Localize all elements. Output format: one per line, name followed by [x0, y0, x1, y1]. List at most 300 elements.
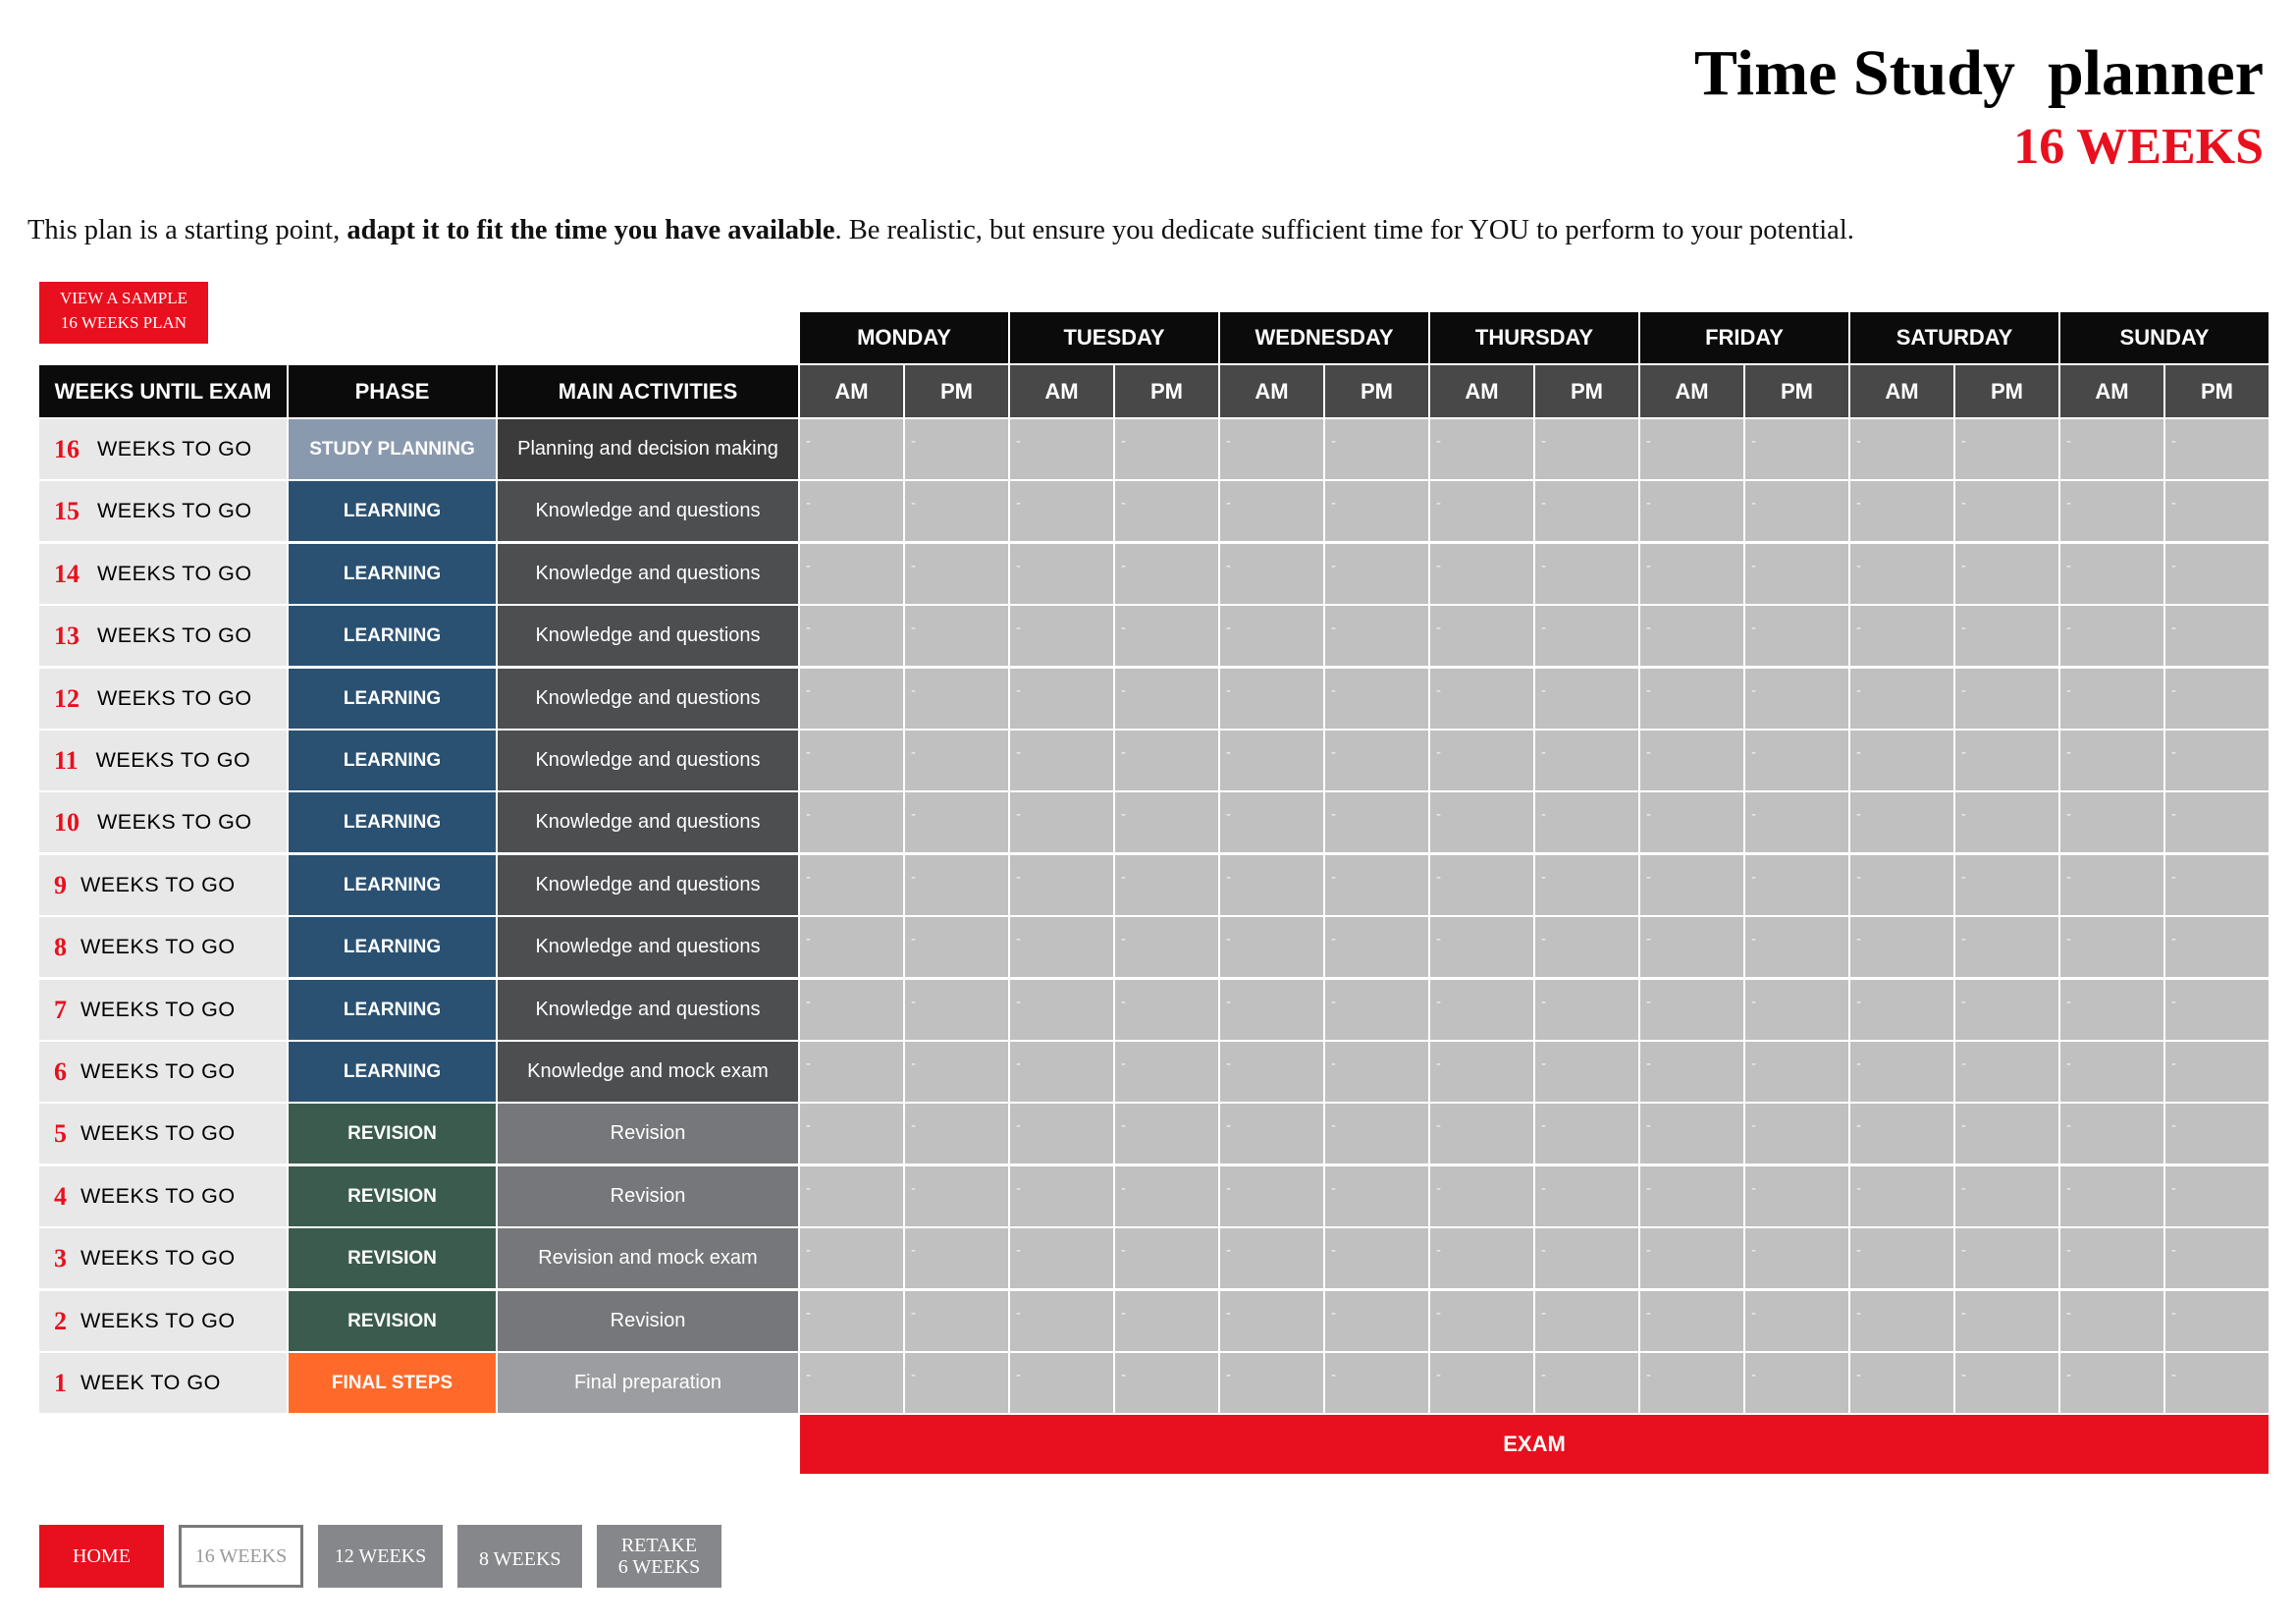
week-label	[39, 917, 287, 977]
time-slot-sunday-am[interactable]: -	[2060, 1228, 2163, 1288]
am-header: AM	[1640, 365, 1743, 417]
nav-home-button[interactable]: HOME	[39, 1525, 164, 1588]
time-slot-friday-pm[interactable]: -	[1745, 1353, 1848, 1413]
time-slot-wednesday-pm[interactable]: -	[1325, 1042, 1428, 1102]
time-slot-monday-pm[interactable]: -	[905, 1042, 1008, 1102]
day-header-friday: FRIDAY	[1640, 312, 1848, 363]
activity-cell: Knowledge and questions	[498, 917, 798, 977]
time-slot-tuesday-am[interactable]: -	[1010, 669, 1113, 729]
week-label	[39, 1291, 287, 1351]
weeks-to-go-label: WEEKS TO GO	[80, 873, 236, 896]
time-slot-thursday-pm[interactable]: -	[1535, 1166, 1638, 1226]
time-slot-tuesday-pm[interactable]: -	[1115, 731, 1218, 790]
time-slot-wednesday-pm[interactable]: -	[1325, 606, 1428, 666]
time-slot-friday-pm[interactable]: -	[1745, 544, 1848, 604]
time-slot-tuesday-am[interactable]: -	[1010, 606, 1113, 666]
time-slot-sunday-am[interactable]: -	[2060, 669, 2163, 729]
time-slot-monday-pm[interactable]: -	[905, 1291, 1008, 1351]
day-header-wednesday: WEDNESDAY	[1220, 312, 1428, 363]
time-slot-sunday-am[interactable]: -	[2060, 1042, 2163, 1102]
time-slot-sunday-am[interactable]: -	[2060, 606, 2163, 666]
time-slot-tuesday-pm[interactable]: -	[1115, 1353, 1218, 1413]
activity-cell: Knowledge and questions	[498, 544, 798, 604]
time-slot-saturday-pm[interactable]: -	[1955, 980, 2058, 1040]
activity-cell: Revision and mock exam	[498, 1228, 798, 1288]
time-slot-thursday-am[interactable]: -	[1430, 669, 1533, 729]
week-number: 6	[54, 1056, 67, 1086]
time-slot-sunday-pm[interactable]: -	[2165, 917, 2269, 977]
time-slot-saturday-am[interactable]: -	[1850, 1291, 1953, 1351]
time-slot-saturday-pm[interactable]: -	[1955, 419, 2058, 479]
time-slot-tuesday-pm[interactable]: -	[1115, 1291, 1218, 1351]
time-slot-sunday-am[interactable]: -	[2060, 481, 2163, 541]
time-slot-friday-pm[interactable]: -	[1745, 419, 1848, 479]
time-slot-saturday-pm[interactable]: -	[1955, 1042, 2058, 1102]
time-slot-saturday-am[interactable]: -	[1850, 792, 1953, 852]
time-slot-thursday-pm[interactable]: -	[1535, 980, 1638, 1040]
week-number: 2	[54, 1306, 67, 1335]
pm-header: PM	[1325, 365, 1428, 417]
time-slot-friday-am[interactable]: -	[1640, 1353, 1743, 1413]
time-slot-sunday-pm[interactable]: -	[2165, 792, 2269, 852]
time-slot-tuesday-am[interactable]: -	[1010, 544, 1113, 604]
time-slot-saturday-am[interactable]: -	[1850, 544, 1953, 604]
time-slot-sunday-pm[interactable]: -	[2165, 669, 2269, 729]
time-slot-thursday-pm[interactable]: -	[1535, 731, 1638, 790]
nav-retake-line2: 6 WEEKS	[617, 1556, 701, 1578]
phase-cell: LEARNING	[289, 669, 496, 729]
time-slot-monday-pm[interactable]: -	[905, 792, 1008, 852]
time-slot-monday-am[interactable]: -	[800, 731, 903, 790]
time-slot-wednesday-am[interactable]: -	[1220, 419, 1323, 479]
time-slot-thursday-pm[interactable]: -	[1535, 1228, 1638, 1288]
time-slot-tuesday-am[interactable]: -	[1010, 855, 1113, 915]
time-slot-wednesday-pm[interactable]: -	[1325, 544, 1428, 604]
time-slot-monday-am[interactable]: -	[800, 855, 903, 915]
week-label	[39, 731, 287, 790]
time-slot-friday-pm[interactable]: -	[1745, 855, 1848, 915]
time-slot-thursday-pm[interactable]: -	[1535, 1042, 1638, 1102]
time-slot-sunday-am[interactable]: -	[2060, 1353, 2163, 1413]
time-slot-tuesday-am[interactable]: -	[1010, 1228, 1113, 1288]
time-slot-wednesday-am[interactable]: -	[1220, 1042, 1323, 1102]
time-slot-wednesday-am[interactable]: -	[1220, 544, 1323, 604]
time-slot-saturday-pm[interactable]: -	[1955, 606, 2058, 666]
week-number: 5	[54, 1118, 67, 1148]
time-slot-saturday-pm[interactable]: -	[1955, 1228, 2058, 1288]
am-header: AM	[2060, 365, 2163, 417]
main-activities-header: MAIN ACTIVITIES	[498, 365, 798, 417]
time-slot-friday-am[interactable]: -	[1640, 481, 1743, 541]
time-slot-sunday-am[interactable]: -	[2060, 1104, 2163, 1164]
time-slot-sunday-am[interactable]: -	[2060, 731, 2163, 790]
phase-cell: LEARNING	[289, 917, 496, 977]
week-number: 11	[54, 745, 79, 775]
time-slot-saturday-am[interactable]: -	[1850, 419, 1953, 479]
time-slot-saturday-am[interactable]: -	[1850, 1042, 1953, 1102]
time-slot-wednesday-am[interactable]: -	[1220, 980, 1323, 1040]
time-slot-thursday-pm[interactable]: -	[1535, 917, 1638, 977]
activity-cell: Knowledge and questions	[498, 731, 798, 790]
time-slot-saturday-pm[interactable]: -	[1955, 1353, 2058, 1413]
day-header-saturday: SATURDAY	[1850, 312, 2058, 363]
activity-cell: Knowledge and questions	[498, 792, 798, 852]
week-number: 9	[54, 870, 67, 899]
day-header-thursday: THURSDAY	[1430, 312, 1638, 363]
time-slot-wednesday-am[interactable]: -	[1220, 669, 1323, 729]
activity-cell: Planning and decision making	[498, 419, 798, 479]
time-slot-wednesday-am[interactable]: -	[1220, 606, 1323, 666]
time-slot-friday-pm[interactable]: -	[1745, 1166, 1848, 1226]
time-slot-wednesday-am[interactable]: -	[1220, 1166, 1323, 1226]
time-slot-thursday-am[interactable]: -	[1430, 1228, 1533, 1288]
time-slot-monday-am[interactable]: -	[800, 980, 903, 1040]
time-slot-saturday-am[interactable]: -	[1850, 1166, 1953, 1226]
time-slot-monday-pm[interactable]: -	[905, 606, 1008, 666]
time-slot-saturday-am[interactable]: -	[1850, 1228, 1953, 1288]
time-slot-saturday-am[interactable]: -	[1850, 980, 1953, 1040]
time-slot-wednesday-am[interactable]: -	[1220, 1353, 1323, 1413]
time-slot-wednesday-am[interactable]: -	[1220, 1104, 1323, 1164]
time-slot-saturday-am[interactable]: -	[1850, 917, 1953, 977]
week-number: 8	[54, 932, 67, 961]
time-slot-saturday-am[interactable]: -	[1850, 1353, 1953, 1413]
time-slot-thursday-pm[interactable]: -	[1535, 669, 1638, 729]
time-slot-monday-pm[interactable]: -	[905, 544, 1008, 604]
time-slot-monday-am[interactable]: -	[800, 792, 903, 852]
time-slot-friday-am[interactable]: -	[1640, 917, 1743, 977]
time-slot-thursday-am[interactable]: -	[1430, 855, 1533, 915]
time-slot-tuesday-am[interactable]: -	[1010, 419, 1113, 479]
time-slot-monday-pm[interactable]: -	[905, 917, 1008, 977]
time-slot-saturday-pm[interactable]: -	[1955, 481, 2058, 541]
week-label	[39, 1104, 287, 1164]
time-slot-sunday-am[interactable]: -	[2060, 1166, 2163, 1226]
phase-cell: LEARNING	[289, 606, 496, 666]
time-slot-monday-am[interactable]: -	[800, 1104, 903, 1164]
time-slot-thursday-pm[interactable]: -	[1535, 855, 1638, 915]
time-slot-friday-pm[interactable]: -	[1745, 1228, 1848, 1288]
phase-cell: LEARNING	[289, 481, 496, 541]
time-slot-monday-am[interactable]: -	[800, 481, 903, 541]
time-slot-monday-pm[interactable]: -	[905, 1228, 1008, 1288]
time-slot-tuesday-pm[interactable]: -	[1115, 1228, 1218, 1288]
time-slot-sunday-pm[interactable]: -	[2165, 1291, 2269, 1351]
time-slot-friday-am[interactable]: -	[1640, 606, 1743, 666]
time-slot-friday-pm[interactable]: -	[1745, 980, 1848, 1040]
time-slot-tuesday-am[interactable]: -	[1010, 1353, 1113, 1413]
time-slot-wednesday-am[interactable]: -	[1220, 1291, 1323, 1351]
time-slot-friday-pm[interactable]: -	[1745, 917, 1848, 977]
week-number: 10	[54, 807, 80, 837]
time-slot-saturday-am[interactable]: -	[1850, 606, 1953, 666]
activity-cell: Knowledge and questions	[498, 980, 798, 1040]
time-slot-tuesday-pm[interactable]: -	[1115, 1104, 1218, 1164]
weeks-to-go-label: WEEKS TO GO	[80, 935, 236, 958]
time-slot-saturday-am[interactable]: -	[1850, 855, 1953, 915]
time-slot-saturday-pm[interactable]: -	[1955, 792, 2058, 852]
time-slot-monday-am[interactable]: -	[800, 544, 903, 604]
nav-retake-6-weeks-button[interactable]	[597, 1525, 721, 1588]
time-slot-sunday-pm[interactable]: -	[2165, 606, 2269, 666]
time-slot-thursday-pm[interactable]: -	[1535, 1353, 1638, 1413]
time-slot-thursday-pm[interactable]: -	[1535, 419, 1638, 479]
time-slot-wednesday-am[interactable]: -	[1220, 1228, 1323, 1288]
time-slot-friday-pm[interactable]: -	[1745, 481, 1848, 541]
phase-cell: FINAL STEPS	[289, 1353, 496, 1413]
time-slot-sunday-am[interactable]: -	[2060, 1291, 2163, 1351]
am-header: AM	[1010, 365, 1113, 417]
time-slot-sunday-pm[interactable]: -	[2165, 855, 2269, 915]
weeks-to-go-label: WEEKS TO GO	[97, 810, 252, 834]
time-slot-monday-am[interactable]: -	[800, 419, 903, 479]
time-slot-saturday-pm[interactable]: -	[1955, 544, 2058, 604]
time-slot-saturday-pm[interactable]: -	[1955, 1104, 2058, 1164]
time-slot-monday-am[interactable]: -	[800, 917, 903, 977]
time-slot-friday-pm[interactable]: -	[1745, 1291, 1848, 1351]
time-slot-saturday-am[interactable]: -	[1850, 481, 1953, 541]
time-slot-sunday-am[interactable]: -	[2060, 855, 2163, 915]
time-slot-monday-am[interactable]: -	[800, 1228, 903, 1288]
time-slot-friday-am[interactable]: -	[1640, 1166, 1743, 1226]
time-slot-thursday-pm[interactable]: -	[1535, 481, 1638, 541]
week-label	[39, 606, 287, 666]
weeks-to-go-label: WEEKS TO GO	[97, 623, 252, 647]
time-slot-friday-am[interactable]: -	[1640, 1291, 1743, 1351]
time-slot-tuesday-pm[interactable]: -	[1115, 855, 1218, 915]
time-slot-thursday-am[interactable]: -	[1430, 1166, 1533, 1226]
time-slot-saturday-pm[interactable]: -	[1955, 855, 2058, 915]
time-slot-tuesday-am[interactable]: -	[1010, 917, 1113, 977]
time-slot-monday-am[interactable]: -	[800, 1353, 903, 1413]
time-slot-thursday-pm[interactable]: -	[1535, 792, 1638, 852]
time-slot-tuesday-pm[interactable]: -	[1115, 917, 1218, 977]
time-slot-thursday-am[interactable]: -	[1430, 419, 1533, 479]
time-slot-monday-pm[interactable]: -	[905, 481, 1008, 541]
weeks-to-go-label: WEEKS TO GO	[97, 499, 252, 522]
time-slot-sunday-pm[interactable]: -	[2165, 1353, 2269, 1413]
week-number: 16	[54, 434, 80, 463]
time-slot-friday-am[interactable]: -	[1640, 669, 1743, 729]
time-slot-saturday-pm[interactable]: -	[1955, 1166, 2058, 1226]
time-slot-wednesday-pm[interactable]: -	[1325, 1104, 1428, 1164]
time-slot-wednesday-am[interactable]: -	[1220, 855, 1323, 915]
week-label	[39, 419, 287, 479]
view-sample-button[interactable]	[39, 282, 208, 344]
day-header-sunday: SUNDAY	[2060, 312, 2269, 363]
intro-text-bold: adapt it to fit the time you have available	[347, 215, 835, 245]
week-number: 7	[54, 995, 67, 1024]
time-slot-tuesday-pm[interactable]: -	[1115, 419, 1218, 479]
time-slot-sunday-pm[interactable]: -	[2165, 544, 2269, 604]
time-slot-monday-pm[interactable]: -	[905, 1353, 1008, 1413]
time-slot-monday-pm[interactable]: -	[905, 1104, 1008, 1164]
time-slot-friday-am[interactable]: -	[1640, 855, 1743, 915]
time-slot-saturday-pm[interactable]: -	[1955, 669, 2058, 729]
time-slot-thursday-am[interactable]: -	[1430, 1042, 1533, 1102]
time-slot-friday-am[interactable]: -	[1640, 731, 1743, 790]
time-slot-sunday-pm[interactable]: -	[2165, 1166, 2269, 1226]
time-slot-wednesday-pm[interactable]: -	[1325, 980, 1428, 1040]
time-slot-tuesday-am[interactable]: -	[1010, 481, 1113, 541]
time-slot-thursday-am[interactable]: -	[1430, 606, 1533, 666]
time-slot-thursday-am[interactable]: -	[1430, 980, 1533, 1040]
day-header-tuesday: TUESDAY	[1010, 312, 1218, 363]
time-slot-wednesday-am[interactable]: -	[1220, 481, 1323, 541]
time-slot-thursday-am[interactable]: -	[1430, 917, 1533, 977]
nav-8-weeks-button[interactable]: 8 WEEKS	[457, 1525, 582, 1588]
time-slot-friday-pm[interactable]: -	[1745, 669, 1848, 729]
time-slot-monday-pm[interactable]: -	[905, 855, 1008, 915]
activity-cell: Knowledge and questions	[498, 481, 798, 541]
time-slot-wednesday-am[interactable]: -	[1220, 917, 1323, 977]
time-slot-tuesday-pm[interactable]: -	[1115, 1042, 1218, 1102]
time-slot-friday-pm[interactable]: -	[1745, 792, 1848, 852]
time-slot-wednesday-am[interactable]: -	[1220, 792, 1323, 852]
weeks-to-go-label: WEEKS TO GO	[97, 686, 252, 710]
time-slot-sunday-am[interactable]: -	[2060, 544, 2163, 604]
week-number: 13	[54, 621, 80, 650]
time-slot-thursday-am[interactable]: -	[1430, 731, 1533, 790]
time-slot-friday-pm[interactable]: -	[1745, 1042, 1848, 1102]
time-slot-wednesday-pm[interactable]: -	[1325, 1228, 1428, 1288]
time-slot-saturday-pm[interactable]: -	[1955, 917, 2058, 977]
time-slot-tuesday-pm[interactable]: -	[1115, 669, 1218, 729]
time-slot-sunday-pm[interactable]: -	[2165, 1042, 2269, 1102]
time-slot-monday-am[interactable]: -	[800, 1166, 903, 1226]
time-slot-tuesday-am[interactable]: -	[1010, 731, 1113, 790]
time-slot-friday-am[interactable]: -	[1640, 1042, 1743, 1102]
weeks-to-go-label: WEEKS TO GO	[97, 437, 252, 460]
time-slot-thursday-am[interactable]: -	[1430, 1353, 1533, 1413]
time-slot-sunday-pm[interactable]: -	[2165, 481, 2269, 541]
time-slot-thursday-am[interactable]: -	[1430, 544, 1533, 604]
week-number: 15	[54, 496, 80, 525]
time-slot-tuesday-pm[interactable]: -	[1115, 544, 1218, 604]
time-slot-wednesday-pm[interactable]: -	[1325, 917, 1428, 977]
time-slot-friday-am[interactable]: -	[1640, 980, 1743, 1040]
time-slot-wednesday-pm[interactable]: -	[1325, 481, 1428, 541]
time-slot-thursday-pm[interactable]: -	[1535, 606, 1638, 666]
time-slot-tuesday-am[interactable]: -	[1010, 980, 1113, 1040]
activity-cell: Knowledge and mock exam	[498, 1042, 798, 1102]
week-label	[39, 544, 287, 604]
time-slot-monday-pm[interactable]: -	[905, 731, 1008, 790]
time-slot-sunday-pm[interactable]: -	[2165, 1104, 2269, 1164]
weeks-to-go-label: WEEKS TO GO	[80, 1309, 236, 1332]
time-slot-sunday-pm[interactable]: -	[2165, 980, 2269, 1040]
time-slot-sunday-pm[interactable]: -	[2165, 1228, 2269, 1288]
time-slot-saturday-am[interactable]: -	[1850, 731, 1953, 790]
week-label	[39, 669, 287, 729]
week-number: 1	[54, 1368, 67, 1397]
time-slot-tuesday-am[interactable]: -	[1010, 1166, 1113, 1226]
time-slot-saturday-am[interactable]: -	[1850, 1104, 1953, 1164]
time-slot-thursday-am[interactable]: -	[1430, 792, 1533, 852]
time-slot-sunday-am[interactable]: -	[2060, 419, 2163, 479]
time-slot-friday-am[interactable]: -	[1640, 419, 1743, 479]
time-slot-monday-am[interactable]: -	[800, 606, 903, 666]
time-slot-saturday-pm[interactable]: -	[1955, 1291, 2058, 1351]
time-slot-wednesday-pm[interactable]: -	[1325, 792, 1428, 852]
activity-cell: Knowledge and questions	[498, 669, 798, 729]
time-slot-wednesday-pm[interactable]: -	[1325, 1166, 1428, 1226]
time-slot-sunday-am[interactable]: -	[2060, 980, 2163, 1040]
time-slot-wednesday-am[interactable]: -	[1220, 731, 1323, 790]
time-slot-friday-am[interactable]: -	[1640, 792, 1743, 852]
time-slot-tuesday-am[interactable]: -	[1010, 792, 1113, 852]
week-label	[39, 792, 287, 852]
time-slot-thursday-pm[interactable]: -	[1535, 544, 1638, 604]
exam-bar: EXAM	[800, 1415, 2269, 1474]
time-slot-friday-am[interactable]: -	[1640, 544, 1743, 604]
weeks-to-go-label: WEEKS TO GO	[80, 1121, 236, 1145]
activity-cell: Revision	[498, 1104, 798, 1164]
week-label	[39, 1166, 287, 1226]
pm-header: PM	[1745, 365, 1848, 417]
time-slot-wednesday-pm[interactable]: -	[1325, 669, 1428, 729]
time-slot-sunday-pm[interactable]: -	[2165, 419, 2269, 479]
time-slot-wednesday-pm[interactable]: -	[1325, 419, 1428, 479]
time-slot-monday-pm[interactable]: -	[905, 980, 1008, 1040]
time-slot-saturday-pm[interactable]: -	[1955, 731, 2058, 790]
time-slot-wednesday-pm[interactable]: -	[1325, 1353, 1428, 1413]
pm-header: PM	[2165, 365, 2269, 417]
activity-cell: Revision	[498, 1291, 798, 1351]
time-slot-friday-pm[interactable]: -	[1745, 731, 1848, 790]
time-slot-monday-pm[interactable]: -	[905, 1166, 1008, 1226]
time-slot-wednesday-pm[interactable]: -	[1325, 1291, 1428, 1351]
time-slot-tuesday-pm[interactable]: -	[1115, 1166, 1218, 1226]
time-slot-monday-pm[interactable]: -	[905, 419, 1008, 479]
time-slot-monday-pm[interactable]: -	[905, 669, 1008, 729]
time-slot-monday-am[interactable]: -	[800, 1042, 903, 1102]
time-slot-thursday-pm[interactable]: -	[1535, 1104, 1638, 1164]
am-header: AM	[800, 365, 903, 417]
weeks-to-go-label: WEEK TO GO	[80, 1371, 221, 1394]
time-slot-saturday-am[interactable]: -	[1850, 669, 1953, 729]
time-slot-tuesday-am[interactable]: -	[1010, 1104, 1113, 1164]
time-slot-thursday-am[interactable]: -	[1430, 1104, 1533, 1164]
activity-cell: Knowledge and questions	[498, 606, 798, 666]
time-slot-friday-am[interactable]: -	[1640, 1104, 1743, 1164]
time-slot-thursday-am[interactable]: -	[1430, 1291, 1533, 1351]
phase-cell: LEARNING	[289, 855, 496, 915]
time-slot-tuesday-am[interactable]: -	[1010, 1291, 1113, 1351]
time-slot-thursday-pm[interactable]: -	[1535, 1291, 1638, 1351]
time-slot-tuesday-am[interactable]: -	[1010, 1042, 1113, 1102]
time-slot-thursday-am[interactable]: -	[1430, 481, 1533, 541]
time-slot-monday-am[interactable]: -	[800, 669, 903, 729]
time-slot-sunday-am[interactable]: -	[2060, 917, 2163, 977]
am-header: AM	[1220, 365, 1323, 417]
time-slot-sunday-pm[interactable]: -	[2165, 731, 2269, 790]
time-slot-tuesday-pm[interactable]: -	[1115, 606, 1218, 666]
nav-12-weeks-button[interactable]: 12 WEEKS	[318, 1525, 443, 1588]
time-slot-monday-am[interactable]: -	[800, 1291, 903, 1351]
nav-16-weeks-button[interactable]: 16 WEEKS	[179, 1525, 303, 1588]
time-slot-tuesday-pm[interactable]: -	[1115, 481, 1218, 541]
time-slot-friday-am[interactable]: -	[1640, 1228, 1743, 1288]
time-slot-friday-pm[interactable]: -	[1745, 606, 1848, 666]
time-slot-wednesday-pm[interactable]: -	[1325, 731, 1428, 790]
time-slot-wednesday-pm[interactable]: -	[1325, 855, 1428, 915]
time-slot-friday-pm[interactable]: -	[1745, 1104, 1848, 1164]
time-slot-sunday-am[interactable]: -	[2060, 792, 2163, 852]
time-slot-tuesday-pm[interactable]: -	[1115, 792, 1218, 852]
week-label	[39, 1353, 287, 1413]
time-slot-tuesday-pm[interactable]: -	[1115, 980, 1218, 1040]
